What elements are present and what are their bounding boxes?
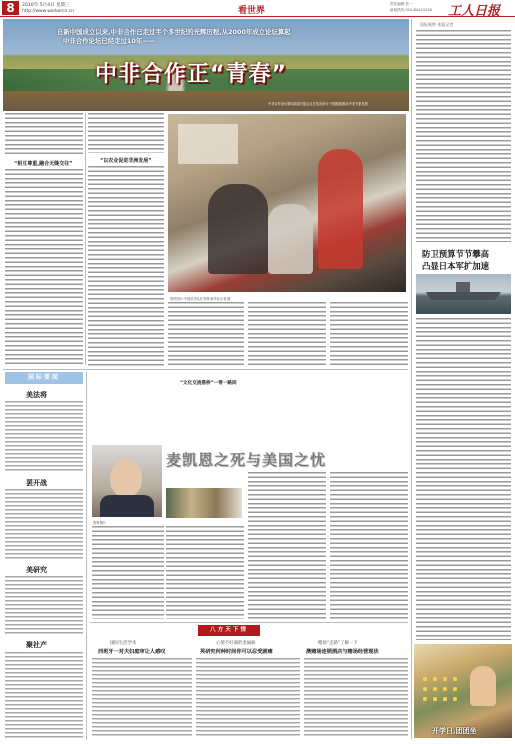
- center-photo-caption: 资料图片:中国医疗队在非洲 新华社记者 摄: [170, 297, 231, 301]
- center-photo: [168, 114, 406, 292]
- child-figure: [470, 666, 496, 706]
- ship-hull: [426, 292, 501, 300]
- brief-body-4: [5, 652, 83, 738]
- right-bottom-photo: [414, 644, 512, 738]
- feature-body-1: [92, 526, 164, 619]
- subhead-2: “以农业促进非洲发展”: [100, 158, 152, 164]
- feature-headline: 麦凯恩之死与美国之忧: [166, 451, 327, 469]
- feature-body-2: [166, 526, 244, 619]
- brief-title-1: 美法将: [26, 391, 47, 399]
- bottom-body-3: [304, 658, 408, 738]
- bottom-body-1: [92, 658, 192, 738]
- lead-body-col-1: [5, 113, 83, 157]
- feature-body-3: [248, 472, 326, 619]
- brief-title-2: 罢开战: [26, 479, 47, 487]
- right-story2-title-2: 凸显日本军扩加速: [422, 261, 489, 271]
- briefs-bar: 国际要闻: [5, 372, 83, 384]
- feature-suit: [100, 495, 154, 517]
- feature-photo-2: [166, 488, 242, 518]
- lead-headline: 中非合作正“青春”: [95, 62, 287, 87]
- bottom-tag-3: 赌场“走路”了解一下: [318, 641, 358, 646]
- body-col-5: [330, 302, 408, 366]
- photo-figure-2: [208, 184, 268, 274]
- page-number: 8: [2, 1, 19, 15]
- right-story2-title-1: 防卫预算节节攀高: [422, 249, 489, 259]
- feature-photo-caption: 资料图片: [93, 521, 107, 525]
- right-body-1: [416, 30, 511, 242]
- brief-body-1: [5, 401, 83, 473]
- photo-figure: [318, 149, 363, 269]
- feature-face: [110, 459, 142, 497]
- bottom-tag-1: 国际生活学术: [110, 641, 137, 646]
- feature-photo: [92, 445, 162, 517]
- mid-rule: [3, 369, 408, 370]
- paper-logo: 工人日报: [448, 4, 501, 19]
- feature-body-4: [330, 472, 408, 619]
- ship-tower: [456, 282, 470, 292]
- body-col-4: [248, 302, 326, 366]
- masthead: [0, 0, 515, 17]
- bottom-rule: [90, 622, 408, 623]
- brief-body-3: [5, 576, 83, 636]
- right-col-header: 国际观察 本报记者: [420, 22, 454, 27]
- col-rule: [85, 113, 86, 365]
- body-col-3b: [168, 302, 244, 366]
- bottom-title-2: 英研究何种时间你可以忍受剧痛: [200, 649, 273, 655]
- editor-line: 责任编辑 张一: [390, 2, 413, 6]
- lead-body-col-2b: [88, 166, 164, 366]
- right-bottom-caption: 开学日,团团坐: [432, 727, 477, 735]
- right-rule: [411, 19, 412, 739]
- right-ship-photo: [416, 274, 511, 314]
- brief-title-4: 聚社产: [26, 641, 47, 649]
- bottom-tag-2: 心情不好离的金属病: [216, 641, 256, 646]
- brief-body-2: [5, 489, 83, 559]
- lead-body-col-2: [88, 113, 164, 153]
- bottom-title-1: 西班牙一对夫妇庭审让人感叹: [98, 649, 166, 655]
- right-body-2: [416, 318, 511, 640]
- lead-kicker-1: 自新中国成立以来,中非合作已走过半个多世纪的光辉历程,从2000年成立论坛算起: [57, 28, 291, 36]
- photo-figure-3: [268, 204, 313, 274]
- flower-cluster: [420, 674, 460, 704]
- section-title: 看世界: [238, 6, 266, 16]
- web-address: http://www.workercn.cn: [22, 9, 74, 14]
- briefs-rule: [86, 372, 87, 740]
- subhead-1: “相互尊重,融合无缝交往”: [14, 161, 73, 167]
- subhead-3: “文化交流搭桥”一带一路间: [180, 381, 237, 386]
- tel-line: 新闻热线 010-84151234: [390, 8, 432, 12]
- bottom-bar: 八方天下情: [198, 625, 260, 636]
- lead-kicker-2: 中非合作论坛已经走过10年——: [63, 37, 155, 45]
- bottom-title-3: 澳赌场连锁酒店与赌场经营现状: [306, 649, 379, 655]
- photo-window: [178, 124, 238, 164]
- date-line: 2010年 5月4日 星期三: [22, 3, 71, 8]
- lead-body-col-1b: [5, 169, 83, 365]
- lead-banner: [3, 19, 409, 111]
- brief-title-3: 美研究: [26, 566, 47, 574]
- bottom-body-2: [196, 658, 300, 738]
- lead-caption: 中非合作论坛第四届部长级会议在埃及举行 中国积极推动中非关系发展: [268, 102, 368, 106]
